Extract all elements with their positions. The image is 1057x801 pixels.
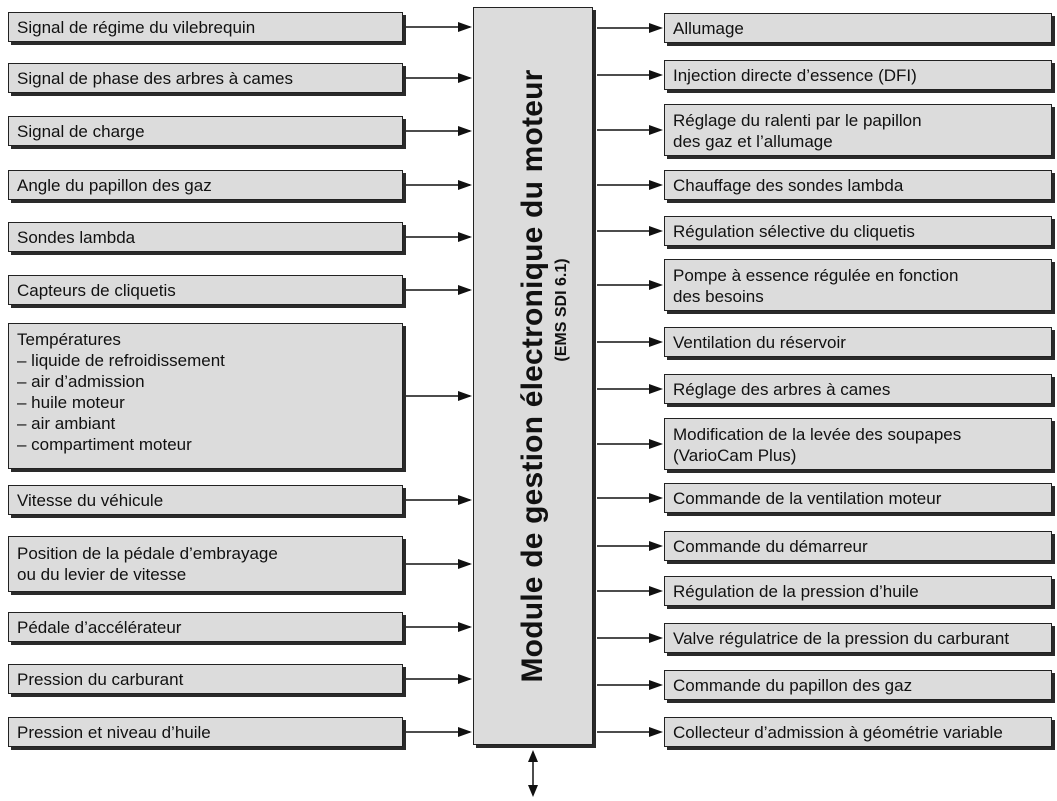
input-box-9: Pédale d’accélérateur — [8, 612, 403, 642]
input-arrow-head — [458, 285, 472, 295]
output-box-4: Régulation sélective du cliquetis — [664, 216, 1052, 246]
output-arrow-head — [649, 226, 663, 236]
output-box-1: Injection directe d’essence (DFI) — [664, 60, 1052, 90]
input-arrow-head — [458, 674, 472, 684]
output-arrow-head — [649, 633, 663, 643]
output-arrow-head — [649, 586, 663, 596]
input-arrow-head — [458, 232, 472, 242]
input-arrow-head — [458, 22, 472, 32]
output-arrow-head — [649, 727, 663, 737]
output-arrow-head — [649, 70, 663, 80]
output-arrow-head — [649, 680, 663, 690]
output-box-2: Réglage du ralenti par le papillon des gaz et l’allumage — [664, 104, 1052, 156]
input-arrow-head — [458, 126, 472, 136]
output-box-3: Chauffage des sondes lambda — [664, 170, 1052, 200]
input-box-10: Pression du carburant — [8, 664, 403, 694]
input-box-0: Signal de régime du vilebrequin — [8, 12, 403, 42]
output-arrow-head — [649, 180, 663, 190]
input-box-8: Position de la pédale d’embrayage ou du levier de vitesse — [8, 536, 403, 592]
output-arrow-head — [649, 493, 663, 503]
output-box-10: Commande du démarreur — [664, 531, 1052, 561]
input-arrow-head — [458, 73, 472, 83]
output-arrow-head — [649, 541, 663, 551]
bus-arrow-up-head — [528, 750, 538, 762]
output-box-11: Régulation de la pression d’huile — [664, 576, 1052, 606]
output-box-5: Pompe à essence régulée en fonction des besoins — [664, 259, 1052, 311]
output-box-7: Réglage des arbres à cames — [664, 374, 1052, 404]
input-arrow-head — [458, 391, 472, 401]
input-arrow-head — [458, 495, 472, 505]
input-arrow-head — [458, 180, 472, 190]
output-arrow-head — [649, 125, 663, 135]
output-box-14: Collecteur d’admission à géométrie variable — [664, 717, 1052, 747]
input-box-5: Capteurs de cliquetis — [8, 275, 403, 305]
output-arrow-head — [649, 439, 663, 449]
input-box-2: Signal de charge — [8, 116, 403, 146]
output-arrow-head — [649, 23, 663, 33]
input-box-4: Sondes lambda — [8, 222, 403, 252]
bus-arrow-down-head — [528, 785, 538, 797]
input-box-7: Vitesse du véhicule — [8, 485, 403, 515]
output-box-13: Commande du papillon des gaz — [664, 670, 1052, 700]
module-subtitle: (EMS SDI 6.1) — [553, 258, 570, 362]
input-arrow-head — [458, 727, 472, 737]
input-box-3: Angle du papillon des gaz — [8, 170, 403, 200]
input-box-1: Signal de phase des arbres à cames — [8, 63, 403, 93]
output-arrow-head — [649, 384, 663, 394]
input-arrow-head — [458, 622, 472, 632]
module-title: Module de gestion électronique du moteur — [516, 69, 549, 683]
output-box-6: Ventilation du réservoir — [664, 327, 1052, 357]
output-box-9: Commande de la ventilation moteur — [664, 483, 1052, 513]
output-box-0: Allumage — [664, 13, 1052, 43]
output-box-8: Modification de la levée des soupapes (VarioCam Plus) — [664, 418, 1052, 470]
output-arrow-head — [649, 337, 663, 347]
output-box-12: Valve régulatrice de la pression du carburant — [664, 623, 1052, 653]
input-box-11: Pression et niveau d’huile — [8, 717, 403, 747]
input-box-6: Températures – liquide de refroidissement – air d’admission – huile moteur – air ambiant – compartiment moteur — [8, 323, 403, 469]
output-arrow-head — [649, 280, 663, 290]
input-arrow-head — [458, 559, 472, 569]
